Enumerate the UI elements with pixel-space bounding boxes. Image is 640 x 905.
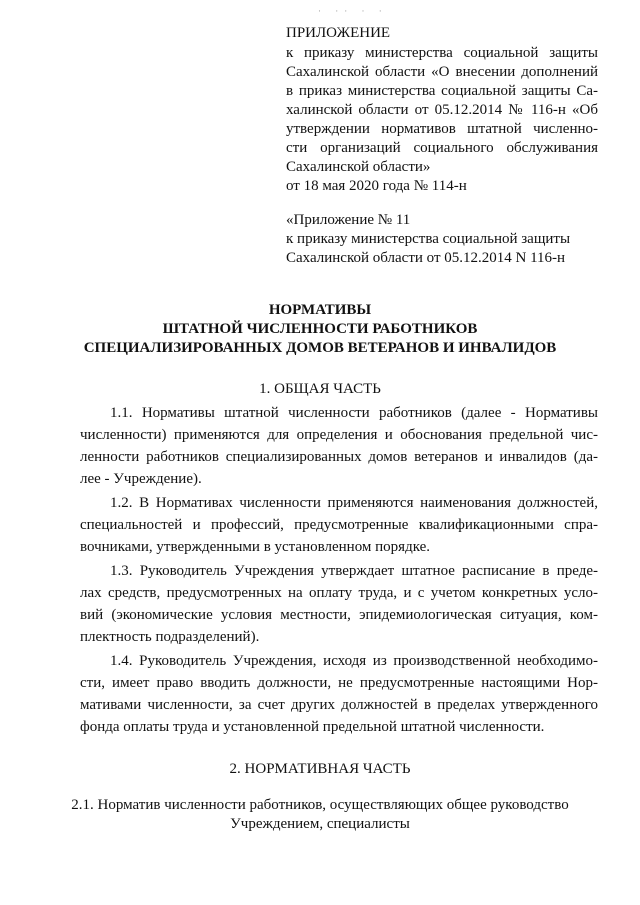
appendix-title: ПРИЛОЖЕНИЕ [286, 25, 391, 41]
paragraph-line: лее - Учреждение). [80, 471, 202, 487]
paragraph-line: ленности работников специализированных домов ветеранов и инвалидов (да- [80, 449, 598, 465]
paragraph-line: 1.1. Нормативы штатной численности работников (далее - Нормативы [110, 405, 598, 421]
scan-artifact: · ·· · · [318, 6, 388, 16]
paragraph-line: специальностей и профессий, предусмотренные квалификационными спра- [80, 517, 598, 533]
paragraph-line: численности) применяются для определения и обоснования предельной чис- [80, 427, 598, 443]
paragraph-line: фонда оплаты труда и установленной предельной штатной численности. [80, 719, 545, 735]
doc-title: СПЕЦИАЛИЗИРОВАННЫХ ДОМОВ ВЕТЕРАНОВ И ИНВАЛИДОВ [83, 340, 557, 356]
appendix11-line: Сахалинской области от 05.12.2014 N 116-н [286, 250, 566, 266]
section-heading: 2. НОРМАТИВНАЯ ЧАСТЬ [229, 761, 411, 777]
appendix-line: в приказ министерства социальной защиты Са- [286, 83, 598, 99]
section-heading: 1. ОБЩАЯ ЧАСТЬ [259, 381, 381, 397]
appendix11-line: к приказу министерства социальной защиты [286, 231, 571, 247]
appendix-line: утверждении нормативов штатной численно- [286, 121, 598, 137]
appendix-line: Сахалинской области «О внесении дополнений [286, 64, 598, 80]
doc-title: ШТАТНОЙ ЧИСЛЕННОСТИ РАБОТНИКОВ [162, 321, 478, 337]
appendix-line: к приказу министерства социальной защиты [286, 45, 598, 61]
paragraph-line: 1.2. В Нормативах численности применяются наименования должностей, [110, 495, 598, 511]
subsection-heading: Учреждением, специалисты [230, 816, 410, 832]
appendix-line: халинской области от 05.12.2014 № 116-н «Об [286, 102, 598, 118]
appendix-line: от 18 мая 2020 года № 114-н [286, 178, 467, 194]
paragraph-line: 1.4. Руководитель Учреждения, исходя из производственной необходимо- [110, 653, 598, 669]
paragraph-line: мативами численности, за счет других должностей в пределах утвержденного [80, 697, 598, 713]
subsection-heading: 2.1. Норматив численности работников, осуществляющих общее руководство [71, 797, 569, 813]
paragraph-line: вий (экономические условия местности, эпидемиологическая ситуация, ком- [80, 607, 598, 623]
paragraph-line: лах средств, предусмотренных на оплату труда, и с учетом конкретных усло- [80, 585, 598, 601]
appendix-line: сти организаций социального обслуживания [286, 140, 598, 156]
appendix-line: Сахалинской области» [286, 159, 431, 175]
paragraph-line: 1.3. Руководитель Учреждения утверждает штатное расписание в преде- [110, 563, 598, 579]
doc-title: НОРМАТИВЫ [268, 302, 372, 318]
paragraph-line: сти, имеет право вводить должности, не предусмотренные настоящими Нор- [80, 675, 598, 691]
paragraph-line: плектность подразделений). [80, 629, 260, 645]
appendix11-line: «Приложение № 11 [286, 212, 411, 228]
paragraph-line: вочниками, утвержденными в установленном порядке. [80, 539, 431, 555]
